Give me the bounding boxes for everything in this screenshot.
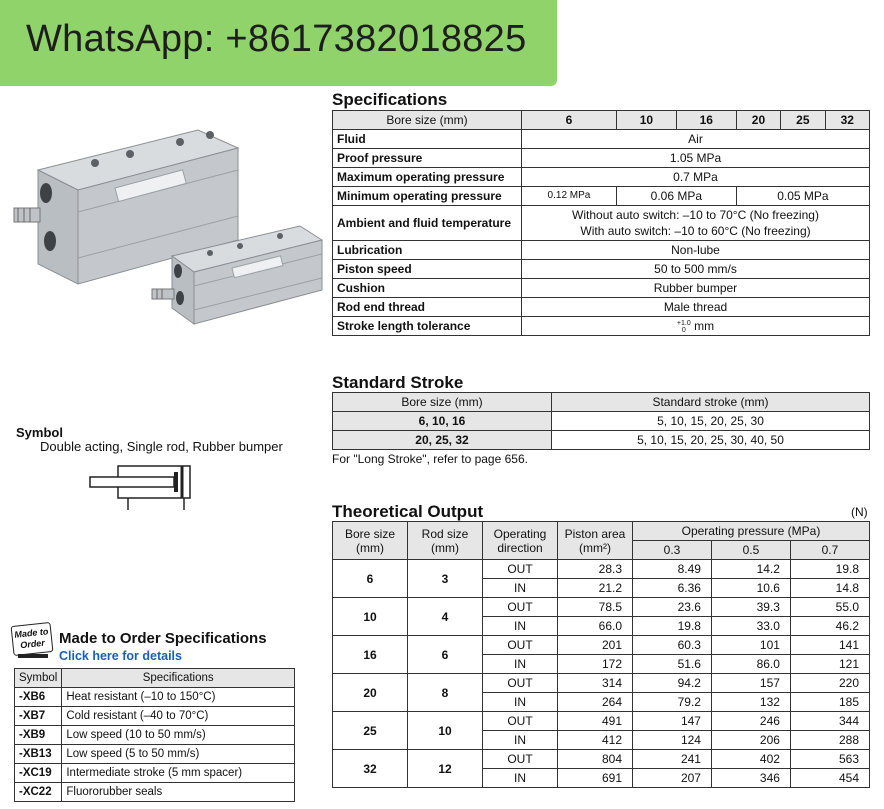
spec-label: Stroke length tolerance [333,317,522,336]
output-value: 6.36 [633,579,712,598]
output-value: 33.0 [711,617,790,636]
output-value: 23.6 [633,598,712,617]
output-direction: IN [483,579,558,598]
stroke-values: 5, 10, 15, 20, 25, 30, 40, 50 [552,431,870,450]
mto-symbol: -XB6 [15,688,62,707]
ambient-line-1: Without auto switch: –10 to 70°C (No freezing) [572,208,819,222]
header-pressure-0-5: 0.5 [711,541,790,560]
badge-line-1: Made to [13,626,49,640]
spec-value: 1.05 MPa [522,149,870,168]
mto-body [15,688,295,802]
output-value: 201 [558,636,633,655]
output-value: 19.8 [633,617,712,636]
spec-label: Ambient and fluid temperature [333,206,522,241]
header-direction [483,522,558,560]
stroke-row [333,431,870,450]
pneumatic-symbol-diagram [88,458,198,514]
stroke-row [333,412,870,431]
spec-value: 0.06 MPa [616,187,736,206]
output-value: 55.0 [790,598,869,617]
bore-20: 20 [736,111,780,130]
output-direction: OUT [483,750,558,769]
output-rod: 12 [408,750,483,788]
spec-value: Rubber bumper [522,279,870,298]
output-bore: 32 [333,750,408,788]
mto-symbol: -XB7 [15,707,62,726]
output-value: 157 [711,674,790,693]
mto-symbol: -XC22 [15,783,62,802]
header-area-line2: (mm²) [579,540,611,555]
stroke-bore: 6, 10, 16 [333,412,552,431]
output-value: 51.6 [633,655,712,674]
output-value: 314 [558,674,633,693]
output-value: 101 [711,636,790,655]
output-direction: OUT [483,636,558,655]
header-rod-line2: (mm) [431,540,459,555]
tolerance-unit: mm [694,319,715,333]
spec-value: Male thread [522,298,870,317]
output-value: 21.2 [558,579,633,598]
spec-label: Cushion [333,279,522,298]
header-area-line1: Piston area [564,526,626,541]
stroke-values: 5, 10, 15, 20, 25, 30 [552,412,870,431]
header-pressure-0-7: 0.7 [790,541,869,560]
output-rod: 6 [408,636,483,674]
theoretical-output-table [332,521,870,788]
output-value: 10.6 [711,579,790,598]
output-value: 246 [711,712,790,731]
output-value: 39.3 [711,598,790,617]
output-row [333,560,870,579]
spec-row-cushion [333,279,870,298]
bore-16: 16 [676,111,736,130]
made-to-order-table [14,668,295,802]
output-value: 804 [558,750,633,769]
output-direction: IN [483,693,558,712]
output-value: 78.5 [558,598,633,617]
mto-spec: Intermediate stroke (5 mm spacer) [62,764,295,783]
output-bore: 16 [333,636,408,674]
mto-row [15,688,295,707]
output-value: 147 [633,712,712,731]
output-direction: IN [483,655,558,674]
output-value: 402 [711,750,790,769]
output-value: 121 [790,655,869,674]
spec-label: Maximum operating pressure [333,168,522,187]
mto-symbol: -XB9 [15,726,62,745]
output-header-row-1 [333,522,870,541]
product-image [10,108,328,328]
whatsapp-banner [0,0,557,86]
spec-value: 0.12 MPa [522,187,617,206]
bore-32: 32 [825,111,869,130]
bore-25: 25 [781,111,825,130]
mto-row [15,764,295,783]
header-piston-area [558,522,633,560]
output-value: 454 [790,769,869,788]
spec-row-max [333,168,870,187]
spec-label: Rod end thread [333,298,522,317]
output-row [333,750,870,769]
header-rod-line1: Rod size [421,526,469,541]
standard-stroke-title: Standard Stroke [332,373,464,392]
output-value: 241 [633,750,712,769]
output-value: 132 [711,693,790,712]
spec-label: Fluid [333,130,522,149]
mto-header-row [15,669,295,688]
bore-10: 10 [616,111,676,130]
output-value: 172 [558,655,633,674]
mto-row [15,726,295,745]
output-value: 344 [790,712,869,731]
spec-row-min [333,187,870,206]
standard-stroke-table [332,392,870,450]
mto-symbol: -XB13 [15,745,62,764]
spec-value: 50 to 500 mm/s [522,260,870,279]
output-row [333,636,870,655]
spec-value: Non-lube [522,241,870,260]
mto-row [15,783,295,802]
mto-spec: Fluororubber seals [62,783,295,802]
output-rod: 10 [408,712,483,750]
output-value: 86.0 [711,655,790,674]
output-value: 8.49 [633,560,712,579]
header-bore-line2: (mm) [356,540,384,555]
mto-row [15,707,295,726]
made-to-order-badge [12,624,54,658]
spec-row-tolerance [333,317,870,336]
mto-col-symbol: Symbol [15,669,62,688]
spec-bore-header: Bore size (mm) [333,111,522,130]
header-bore-line1: Bore size [344,526,396,541]
output-bore: 6 [333,560,408,598]
made-to-order-details-link[interactable]: Click here for details [59,649,182,663]
spec-row-speed [333,260,870,279]
specifications-table [332,110,870,336]
output-value: 14.2 [711,560,790,579]
output-value: 346 [711,769,790,788]
theoretical-output-title: Theoretical Output [332,502,484,521]
output-direction: IN [483,769,558,788]
long-stroke-note: For "Long Stroke", refer to page 656. [332,452,528,466]
spec-label: Minimum operating pressure [333,187,522,206]
output-rod: 3 [408,560,483,598]
ambient-line-2: With auto switch: –10 to 60°C (No freezing) [580,224,811,238]
output-value: 207 [633,769,712,788]
output-direction: OUT [483,712,558,731]
output-bore: 10 [333,598,408,636]
output-value: 19.8 [790,560,869,579]
mto-col-spec: Specifications [62,669,295,688]
output-value: 220 [790,674,869,693]
output-value: 206 [711,731,790,750]
header-pressure-0-3: 0.3 [633,541,712,560]
output-direction: IN [483,731,558,750]
spec-row-proof [333,149,870,168]
spec-row-rod [333,298,870,317]
symbol-description: Double acting, Single rod, Rubber bumper [40,439,283,454]
output-value: 60.3 [633,636,712,655]
spec-value [522,206,870,241]
made-to-order-title: Made to Order Specifications [59,630,267,647]
badge-line-2: Order [19,637,46,651]
stroke-header-row [333,393,870,412]
output-row [333,674,870,693]
mto-symbol: -XC19 [15,764,62,783]
output-value: 14.8 [790,579,869,598]
output-rod: 4 [408,598,483,636]
output-value: 66.0 [558,617,633,636]
spec-row-ambient [333,206,870,241]
spec-label: Piston speed [333,260,522,279]
output-value: 46.2 [790,617,869,636]
spec-row-lube [333,241,870,260]
mto-spec: Low speed (10 to 50 mm/s) [62,726,295,745]
tolerance-lower: 0 [681,326,686,334]
output-direction: OUT [483,560,558,579]
header-direction-line2: direction [497,540,543,555]
output-value: 124 [633,731,712,750]
spec-header-row [333,111,870,130]
output-value: 28.3 [558,560,633,579]
specifications-title: Specifications [332,90,448,109]
header-bore [333,522,408,560]
output-value: 412 [558,731,633,750]
header-rod [408,522,483,560]
output-value: 288 [790,731,869,750]
mto-spec: Heat resistant (–10 to 150°C) [62,688,295,707]
spec-value [522,317,870,336]
output-direction: IN [483,617,558,636]
output-value: 141 [790,636,869,655]
output-body [333,560,870,788]
symbol-title: Symbol [16,425,63,440]
mto-spec: Cold resistant (–40 to 70°C) [62,707,295,726]
output-row [333,712,870,731]
output-value: 691 [558,769,633,788]
output-bore: 25 [333,712,408,750]
header-operating-pressure: Operating pressure (MPa) [633,522,870,541]
spec-value: 0.05 MPa [736,187,869,206]
mto-row [15,745,295,764]
output-direction: OUT [483,674,558,693]
output-row [333,598,870,617]
spec-label: Proof pressure [333,149,522,168]
output-value: 185 [790,693,869,712]
output-direction: OUT [483,598,558,617]
output-value: 264 [558,693,633,712]
header-direction-line1: Operating [493,526,547,541]
output-value: 491 [558,712,633,731]
mto-spec: Low speed (5 to 50 mm/s) [62,745,295,764]
output-rod: 8 [408,674,483,712]
tolerance-upper: +1.0 [676,319,691,327]
whatsapp-banner-text: WhatsApp: +8617382018825 [26,18,527,60]
bore-6: 6 [522,111,617,130]
spec-row-fluid [333,130,870,149]
stroke-col-bore: Bore size (mm) [333,393,552,412]
output-value: 79.2 [633,693,712,712]
output-value: 94.2 [633,674,712,693]
output-bore: 20 [333,674,408,712]
stroke-bore: 20, 25, 32 [333,431,552,450]
stroke-col-stroke: Standard stroke (mm) [552,393,870,412]
output-unit: (N) [851,505,868,519]
spec-label: Lubrication [333,241,522,260]
spec-value: 0.7 MPa [522,168,870,187]
spec-value: Air [522,130,870,149]
output-value: 563 [790,750,869,769]
